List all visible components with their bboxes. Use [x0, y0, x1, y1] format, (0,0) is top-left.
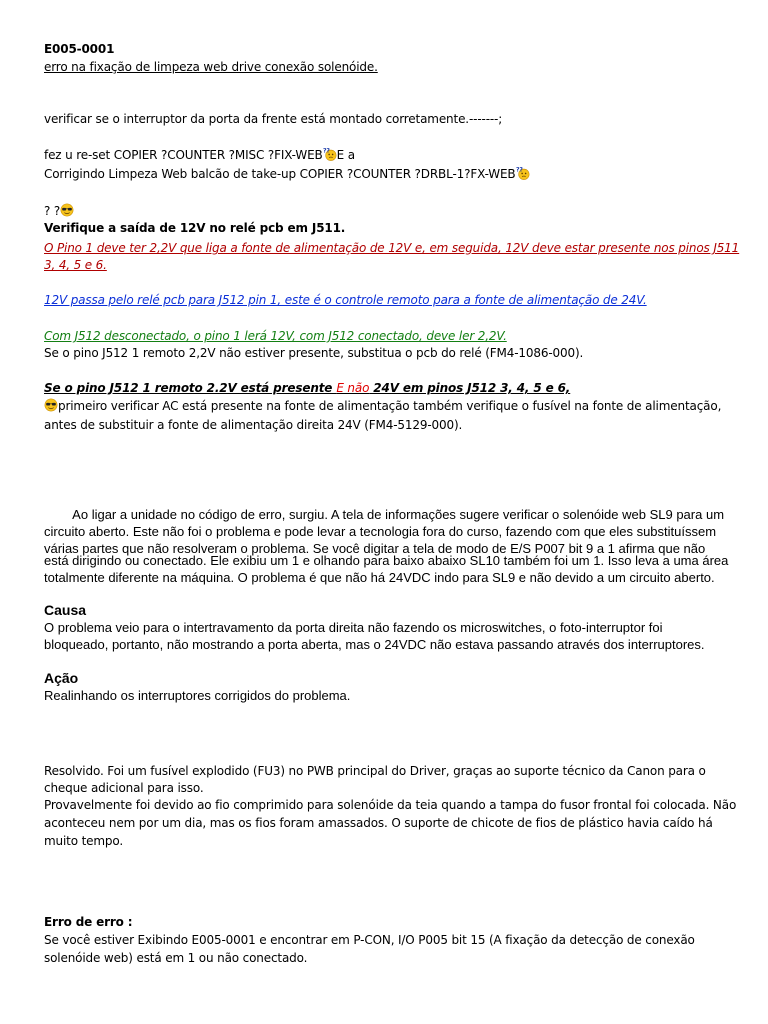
error-code-title: E005-0001 — [44, 42, 115, 56]
verify-title: Verifique a saída de 12V no relé pcb em J511. — [44, 221, 346, 235]
paragraph-line-5: totalmente diferente na máquina. O problema é que não há 24VDC indo para SL9 e não devido a um circuito aberto. — [44, 570, 715, 585]
thinking-face-icon — [323, 147, 337, 161]
sunglasses-face-icon — [60, 203, 74, 217]
first-check-line-2: antes de substituir a fonte de alimentação direita 24V (FM4-5129-000). — [44, 418, 463, 432]
check-switch-line: verificar se o interruptor da porta da frente está montado corretamente.-------; — [44, 112, 503, 126]
paragraph-line-4: está dirigindo ou conectado. Ele exibiu um 1 e olhando para baixo abaixo SL10 também foi um 1. Isso leva a uma área — [44, 553, 729, 568]
pin1-line-2: 3, 4, 5 e 6. — [44, 258, 107, 272]
erro-text-line-2: solenóide web) está em 1 ou não conectado. — [44, 951, 308, 965]
if-present-part1: Se o pino J512 1 remoto 2.2V está presente — [44, 381, 337, 395]
first-check-text: primeiro verificar AC está presente na fonte de alimentação também verifique o fusível na fonte de alimentação, — [58, 399, 722, 413]
reset-line-1 — [44, 147, 355, 164]
reset-line-2-text: Corrigindo Limpeza Web balcão de take-up COPIER ?COUNTER ?DRBL-1?FX-WEB — [44, 167, 516, 181]
causa-heading: Causa — [44, 602, 87, 618]
reset-text-a: fez u re-set COPIER ?COUNTER ?MISC ?FIX-WEB — [44, 148, 323, 162]
replace-relay-line: Se o pino J512 1 remoto 2,2V não estiver presente, substitua o pcb do relé (FM4-1086-000). — [44, 346, 584, 360]
reset-line-2 — [44, 166, 530, 183]
causa-text-line-2: bloqueado, portanto, não mostrando a porta aberta, mas o 24VDC não estava passando através dos interruptores. — [44, 637, 705, 652]
pin1-line-1: O Pino 1 deve ter 2,2V que liga a fonte de alimentação de 12V e, em seguida, 12V deve estar presente nos pinos J511 — [44, 241, 740, 255]
if-present-part2: E não — [336, 381, 370, 395]
resolvido-line-1: Resolvido. Foi um fusível explodido (FU3) no PWB principal do Driver, graças ao suporte técnico da Canon para o — [44, 764, 706, 778]
first-check-line-1 — [44, 398, 721, 415]
thinking-face-icon — [516, 166, 530, 180]
j512-line: Com J512 desconectado, o pino 1 lerá 12V, com J512 conectado, deve ler 2,2V. — [44, 329, 507, 343]
if-present-line — [44, 380, 570, 397]
provavelmente-line-2: aconteceu nem por um dia, mas os fios foram amassados. O suporte de chicote de fios de plástico havia caído há — [44, 816, 713, 830]
provavelmente-line-1: Provavelmente foi devido ao fio comprimido para solenóide da teia quando a tampa do fusor frontal foi colocada. Não — [44, 798, 737, 812]
if-present-part3: 24V em pinos J512 3, 4, 5 e 6, — [369, 381, 571, 395]
question-marks: ? ? — [44, 204, 61, 218]
reset-text-b: E a — [336, 148, 355, 162]
error-description: erro na fixação de limpeza web drive conexão solenóide. — [44, 60, 378, 74]
relay-line: 12V passa pelo relé pcb para J512 pin 1, este é o controle remoto para a fonte de alimentação de 24V. — [44, 293, 647, 307]
paragraph-line-2: circuito aberto. Este não foi o problema e pode levar a tecnologia fora do curso, fazendo com que eles substituíssem — [44, 524, 717, 539]
erro-text-line-1: Se você estiver Exibindo E005-0001 e encontrar em P-CON, I/O P005 bit 15 (A fixação da detecção de conexão — [44, 933, 695, 947]
sunglasses-face-icon — [44, 398, 58, 412]
resolvido-line-2: cheque adicional para isso. — [44, 781, 204, 795]
causa-text-line-1: O problema veio para o intertravamento da porta direita não fazendo os microswitches, o foto-interruptor foi — [44, 620, 663, 635]
paragraph-line-1: Ao ligar a unidade no código de erro, surgiu. A tela de informações sugere verificar o solenóide web SL9 para um — [44, 507, 725, 522]
acao-heading: Ação — [44, 670, 79, 686]
question-marks-line — [44, 203, 74, 220]
provavelmente-line-3: muito tempo. — [44, 834, 124, 848]
acao-text: Realinhando os interruptores corrigidos do problema. — [44, 688, 351, 703]
erro-heading: Erro de erro : — [44, 915, 133, 929]
paragraph-line-3: várias partes que não resolveram o problema. Se você digitar a tela de modo de E/S P007 bit 9 a 1 afirma que não — [44, 541, 706, 556]
